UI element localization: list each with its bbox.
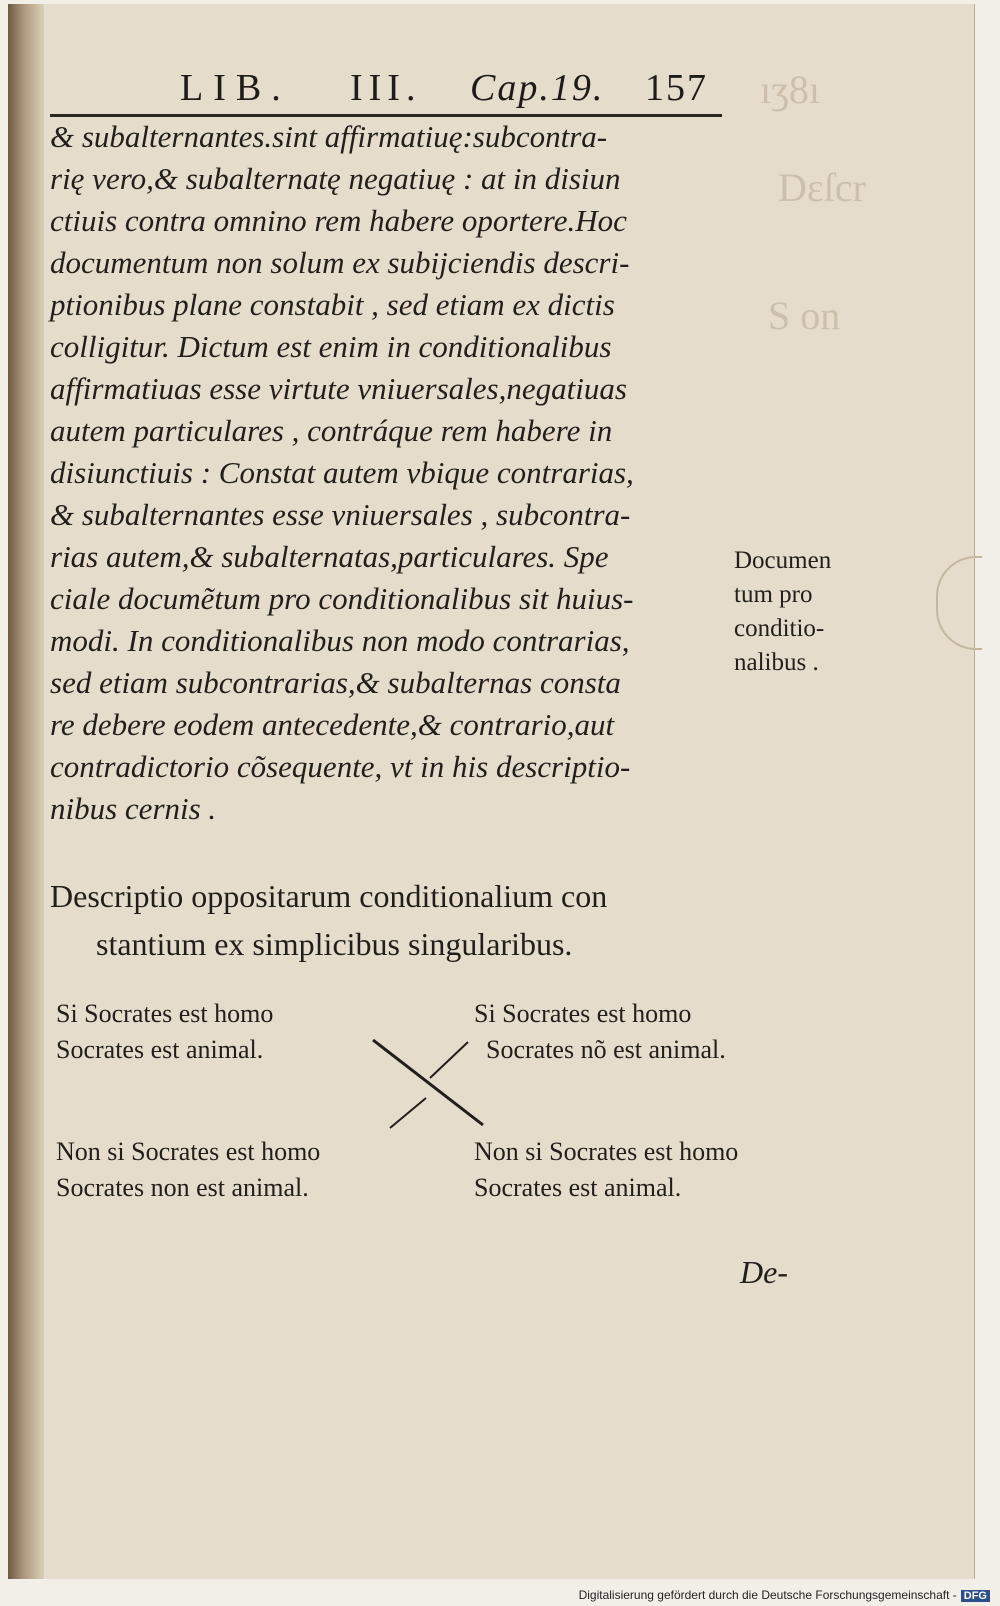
text-line: rias autem,& subalternatas,particulares. Spe [50,539,609,574]
text-line: & subalternantes esse vniuersales , subcontra- [50,497,631,532]
running-header [50,62,722,117]
book-spine-shadow [8,4,44,1579]
proposition-top-left [56,996,273,1068]
section-title-line: stantium ex simplicibus singularibus. [96,926,573,962]
page-edge-tab [936,556,982,650]
cross-line [373,1040,483,1125]
book-page [8,4,975,1579]
opposition-cross-lines [368,1030,498,1140]
text-line: affirmatiuas esse virtute vniuersales,negatiuas [50,371,627,406]
cross-line [390,1098,426,1128]
proposition-line: Si Socrates est homo [56,999,274,1028]
marginal-line: conditio- [734,615,825,642]
header-chapter: Cap.19. [470,67,605,109]
text-line: colligitur. Dictum est enim in conditionalibus [50,329,612,364]
text-line: contradictorio cõsequente, vt in his descriptio- [50,749,631,784]
text-line: disiunctiuis : Constat autem vbique contrarias, [50,455,634,490]
proposition-bottom-right [474,1134,738,1206]
text-line: nibus cernis . [50,791,217,826]
proposition-line: Non si Socrates est homo [56,1137,321,1166]
text-line: autem particulares , contráque rem habere in [50,413,613,448]
marginal-line: nalibus . [734,649,819,676]
text-line: ciale documẽtum pro conditionalibus sit huius- [50,581,634,616]
show-through-mark: ıʒ8ı [760,67,820,112]
attribution-text: Digitalisierung gefördert durch die Deutsche Forschungsgemeinschaft - [578,1588,957,1602]
proposition-line: Socrates non est animal. [56,1173,309,1202]
text-line: sed etiam subcontrarias,& subalternas consta [50,665,621,700]
dfg-logo: DFG [961,1590,990,1602]
digitization-attribution [0,1588,990,1602]
section-title [50,872,740,968]
proposition-line: Si Socrates est homo [474,999,692,1028]
show-through-mark: Dεſcr [778,165,866,210]
cross-line [430,1042,468,1078]
marginal-line: Documen [734,547,832,574]
text-line: & subalternantes.sint affirmatiuę:subcontra- [50,119,608,154]
show-through-mark: S on [768,293,841,338]
proposition-line: Socrates est animal. [56,1035,264,1064]
marginal-note [734,544,884,680]
proposition-line: Non si Socrates est homo [474,1137,739,1166]
text-line: modi. In conditionalibus non modo contrarias, [50,623,630,658]
page-number: 157 [645,67,708,109]
header-book: LIB. [180,67,291,109]
catchword: De- [740,1254,788,1290]
text-line: ptionibus plane constabit , sed etiam ex dictis [50,287,615,322]
text-line: rię vero,& subalternatę negatiuę : at in disiun [50,161,621,196]
body-paragraph [50,116,726,830]
proposition-line: Socrates est animal. [474,1173,682,1202]
section-title-line: Descriptio oppositarum conditionalium con [50,878,608,914]
text-line: documentum non solum ex subijciendis descri- [50,245,630,280]
proposition-line: Socrates nõ est animal. [486,1035,726,1064]
marginal-line: tum pro [734,581,813,608]
header-book-number: III. [350,67,422,109]
proposition-top-right [474,996,726,1068]
proposition-bottom-left [56,1134,320,1206]
text-line: ctiuis contra omnino rem habere oportere.Hoc [50,203,627,238]
text-line: re debere eodem antecedente,& contrario,aut [50,707,615,742]
